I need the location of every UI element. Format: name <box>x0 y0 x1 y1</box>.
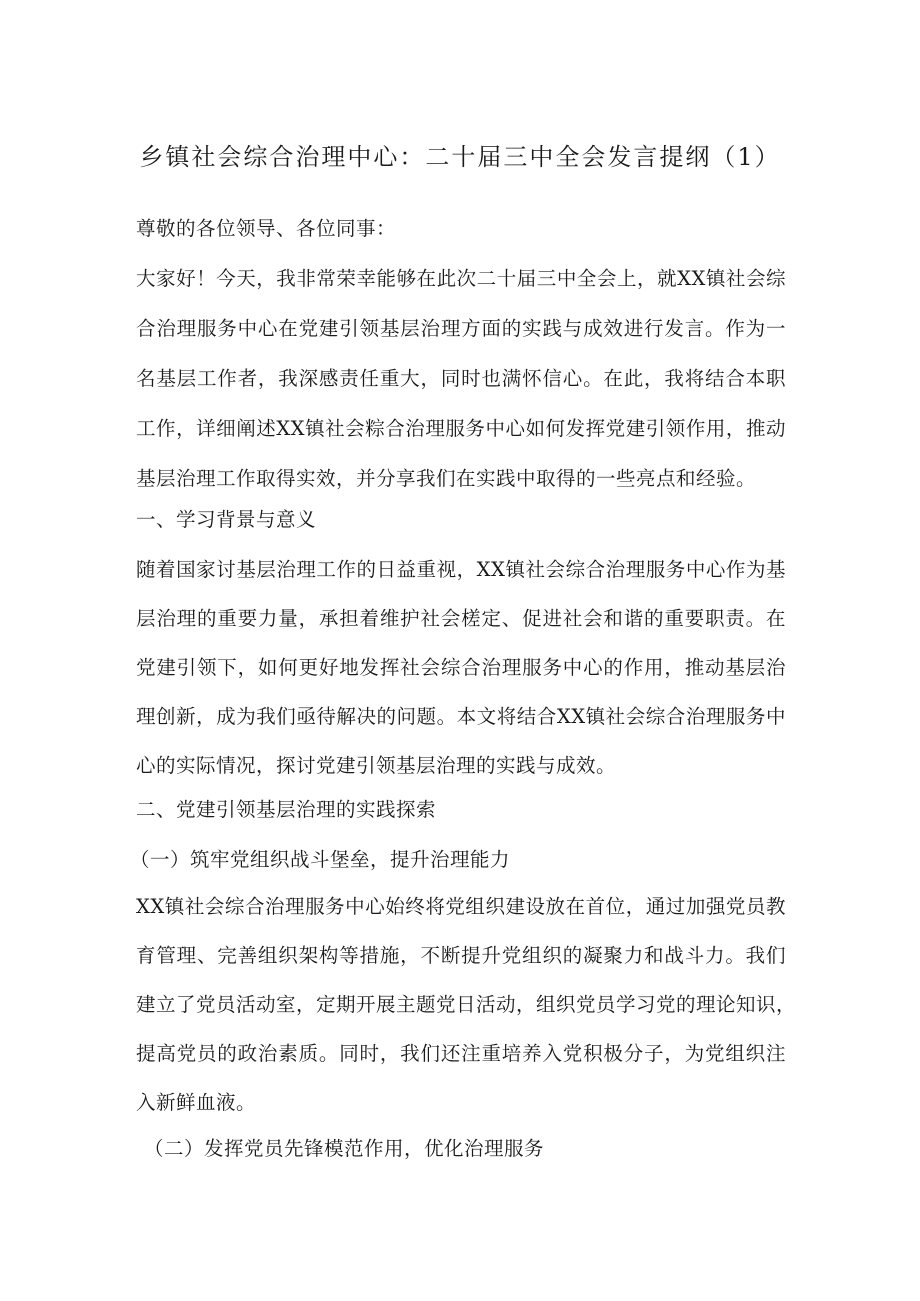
section-1-heading <box>136 503 786 537</box>
section-heading: 二、党建引领基层治理的实践探索 <box>136 798 437 821</box>
paragraph-line: 层治理的重要力量，承担着维护社会槎定、促进社会和谐的重要职责。在 <box>136 607 786 630</box>
paragraph-line: 随着国家讨基层治理工作的日益重视，XX镇社会综合治理服务中心作为基 <box>136 558 786 581</box>
subsection-heading: （一）筑牢党组织战斗堡垒，提升治理能力 <box>130 848 511 871</box>
paragraph-line: 入新鲜血液。 <box>136 1091 257 1114</box>
paragraph-line: 工作，详细阐述XX镇社会粽合治理服务中心如何发挥党建引领作用，推动 <box>136 417 786 440</box>
subsection-1-paragraph <box>136 890 797 1120</box>
paragraph-line: 理创新，成为我们亟待解决的问题。本文将结合XX镇社会综合治理服务中 <box>136 705 786 728</box>
intro-paragraph <box>136 262 786 496</box>
paragraph-line: 育管理、完善组织架构等措施，不断提升党组织的凝聚力和战斗力。我们 <box>136 944 786 967</box>
paragraph-line: 大家好！今天，我非常荣幸能够在此次二十届三中全会上，就XX镇社会综 <box>136 267 786 290</box>
paragraph-line: 名基层工作者，我深感责任重大，同时也满怀信心。在此，我将结合本职 <box>136 367 786 390</box>
section-heading: 一、学习背景与意义 <box>136 508 317 531</box>
subsection-2-heading <box>144 1132 794 1166</box>
paragraph-line: 基层治理工作取得实效，并分享我们在实践中取得的一些亮点和经验。 <box>136 467 757 490</box>
subsection-heading: （二）发挥党员先锋模范作用，优化治理服务 <box>144 1137 545 1160</box>
paragraph-line: 党建引领下，如何更好地发挥社会综合治理服务中心的作用，推动基层治 <box>136 656 786 679</box>
greeting <box>136 212 786 246</box>
paragraph-line: 建立了党员活动室，定期开展主题党日活动，组织党员学习党的理论知识， <box>136 993 797 1016</box>
greeting-line: 尊敬的各位领导、各位同事： <box>136 217 397 240</box>
section-2-heading <box>136 793 786 827</box>
document-title: 乡镇社会综合治理中心：二十届三中全会发言提纲（1） <box>139 143 781 171</box>
paragraph-line: 提高党员的政治素质。同时，我们还注重培养入党积极分子，为党组织注 <box>136 1042 786 1065</box>
paragraph-line: 合治理服务中心在党建引领基层治理方面的实践与成效进行发言。作为一 <box>136 317 786 340</box>
paragraph-line: 心的实际情况，探讨党建引领基层治理的实践与成效。 <box>136 754 617 777</box>
paragraph-line: XX镇社会综合治理服务中心始终将党组织建设放在首位，通过加强党员教 <box>136 895 786 918</box>
subsection-1-heading <box>130 843 780 877</box>
section-1-paragraph <box>136 553 786 783</box>
